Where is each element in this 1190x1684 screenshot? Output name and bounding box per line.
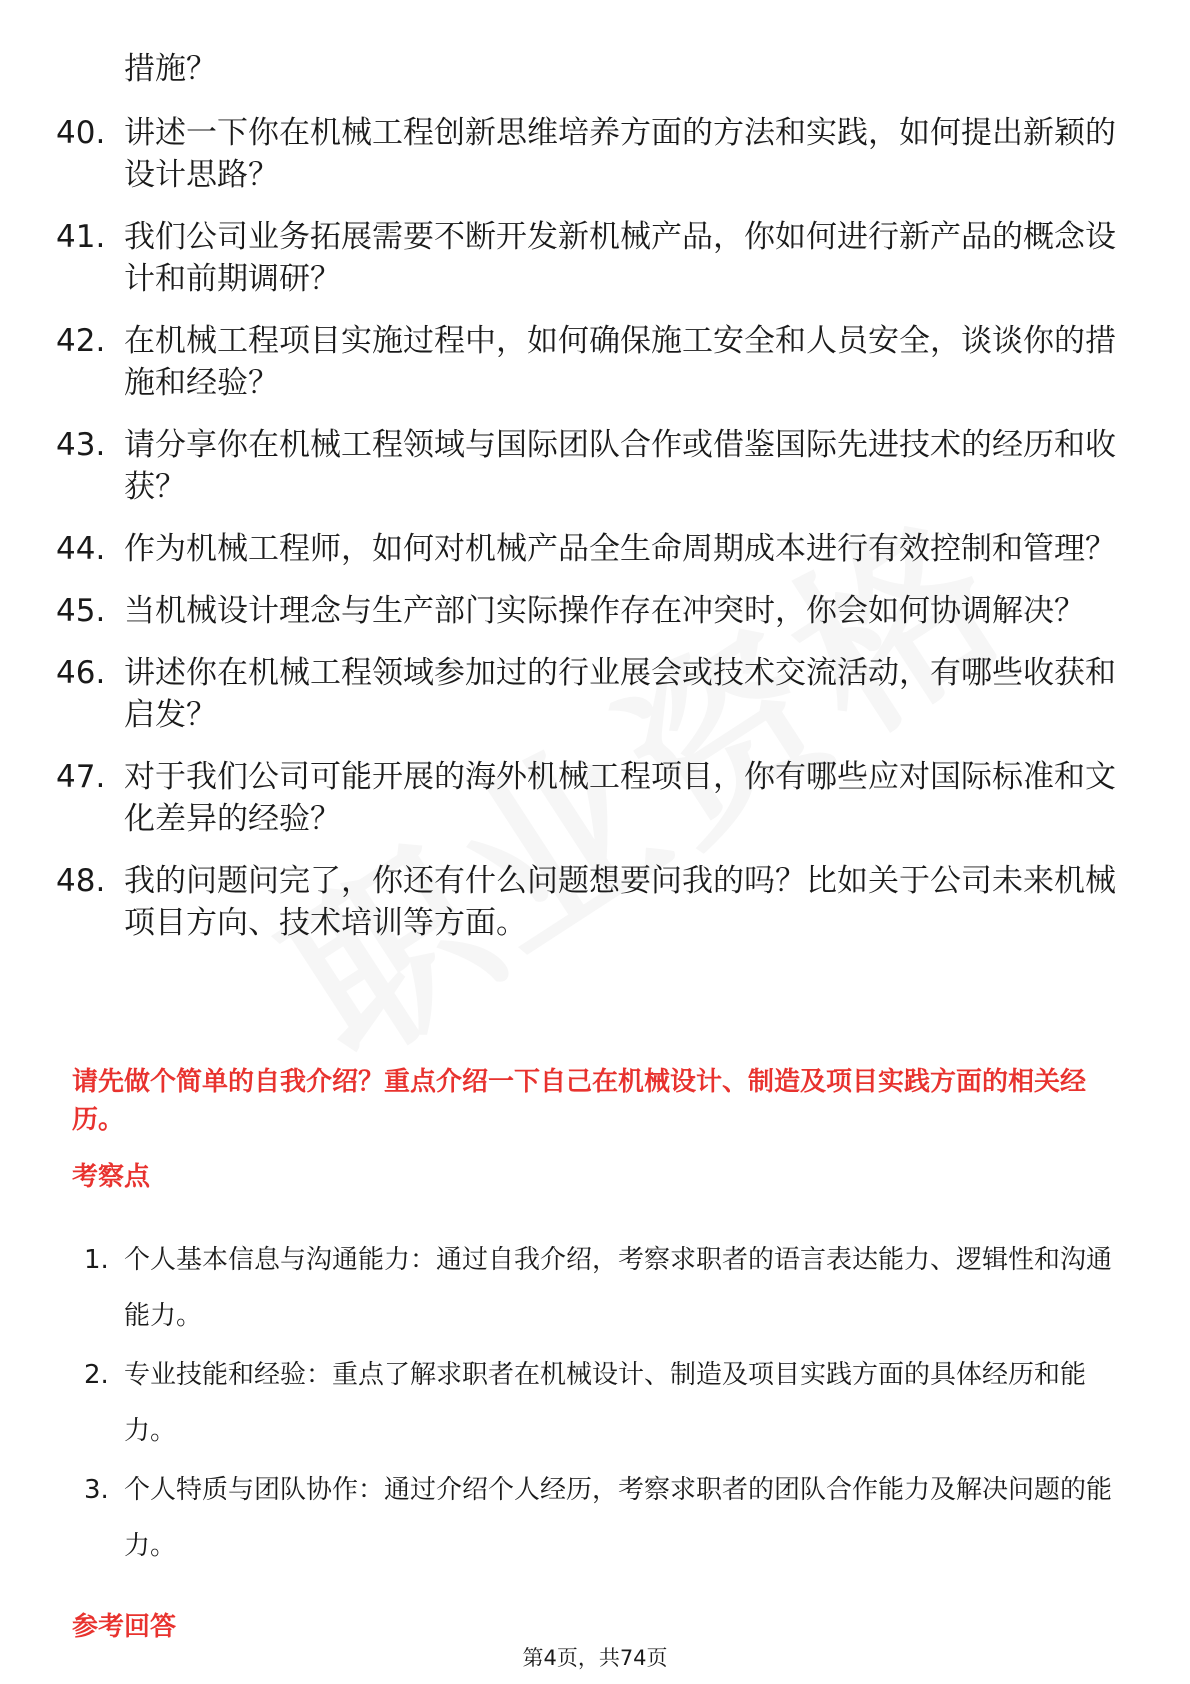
question-number: 42. bbox=[56, 323, 106, 359]
question-text: 我们公司业务拓展需要不断开发新机械产品，你如何进行新产品的概念设计和前期调研？ bbox=[124, 219, 1116, 297]
question-item bbox=[56, 528, 1136, 570]
question-text: 在机械工程项目实施过程中，如何确保施工安全和人员安全，谈谈你的措施和经验？ bbox=[124, 323, 1116, 401]
question-item bbox=[56, 860, 1136, 944]
question-number: 44. bbox=[56, 531, 106, 567]
question-text: 对于我们公司可能开展的海外机械工程项目，你有哪些应对国际标准和文化差异的经验？ bbox=[124, 759, 1116, 837]
question-text: 讲述你在机械工程领域参加过的行业展会或技术交流活动，有哪些收获和启发？ bbox=[124, 655, 1116, 733]
answer-heading: 参考回答 bbox=[72, 1612, 177, 1642]
point-item bbox=[84, 1347, 1129, 1459]
question-text: 当机械设计理念与生产部门实际操作存在冲突时，你会如何协调解决？ bbox=[124, 593, 1085, 629]
question-text: 讲述一下你在机械工程创新思维培养方面的方法和实践，如何提出新颖的设计思路？ bbox=[124, 115, 1116, 193]
question-continuation: 措施？ bbox=[124, 51, 217, 87]
points-list bbox=[84, 1232, 1129, 1577]
point-item bbox=[84, 1462, 1129, 1574]
question-text: 请分享你在机械工程领域与国际团队合作或借鉴国际先进技术的经历和收获？ bbox=[124, 427, 1116, 505]
point-number: 2. bbox=[84, 1360, 109, 1390]
question-item bbox=[56, 216, 1136, 300]
point-text: 个人基本信息与沟通能力：通过自我介绍，考察求职者的语言表达能力、逻辑性和沟通能力。 bbox=[124, 1245, 1113, 1331]
question-number: 40. bbox=[56, 115, 106, 151]
question-item bbox=[56, 424, 1136, 508]
question-number: 47. bbox=[56, 759, 106, 795]
point-item bbox=[84, 1232, 1129, 1344]
question-item bbox=[56, 590, 1136, 632]
point-text: 个人特质与团队协作：通过介绍个人经历，考察求职者的团队合作能力及解决问题的能力。 bbox=[124, 1475, 1113, 1561]
question-item bbox=[56, 112, 1136, 196]
question-number: 48. bbox=[56, 863, 106, 899]
question-number: 45. bbox=[56, 593, 106, 629]
question-item bbox=[56, 756, 1136, 840]
point-text: 专业技能和经验：重点了解求职者在机械设计、制造及项目实践方面的具体经历和能力。 bbox=[124, 1360, 1087, 1446]
section-question-title: 请先做个简单的自我介绍？重点介绍一下自己在机械设计、制造及项目实践方面的相关经历。 bbox=[72, 1067, 1087, 1135]
question-number: 41. bbox=[56, 219, 106, 255]
points-heading: 考察点 bbox=[72, 1162, 151, 1192]
question-text: 作为机械工程师，如何对机械产品全生命周期成本进行有效控制和管理？ bbox=[124, 531, 1116, 567]
question-number: 46. bbox=[56, 655, 106, 691]
point-number: 1. bbox=[84, 1245, 109, 1275]
question-item bbox=[56, 320, 1136, 404]
question-number: 43. bbox=[56, 427, 106, 463]
question-item bbox=[56, 652, 1136, 736]
point-number: 3. bbox=[84, 1475, 109, 1505]
page-footer: 第4页，共74页 bbox=[522, 1646, 668, 1670]
question-list bbox=[56, 112, 1136, 964]
question-text: 我的问题问完了，你还有什么问题想要问我的吗？比如关于公司未来机械项目方向、技术培训等方面。 bbox=[124, 863, 1116, 941]
